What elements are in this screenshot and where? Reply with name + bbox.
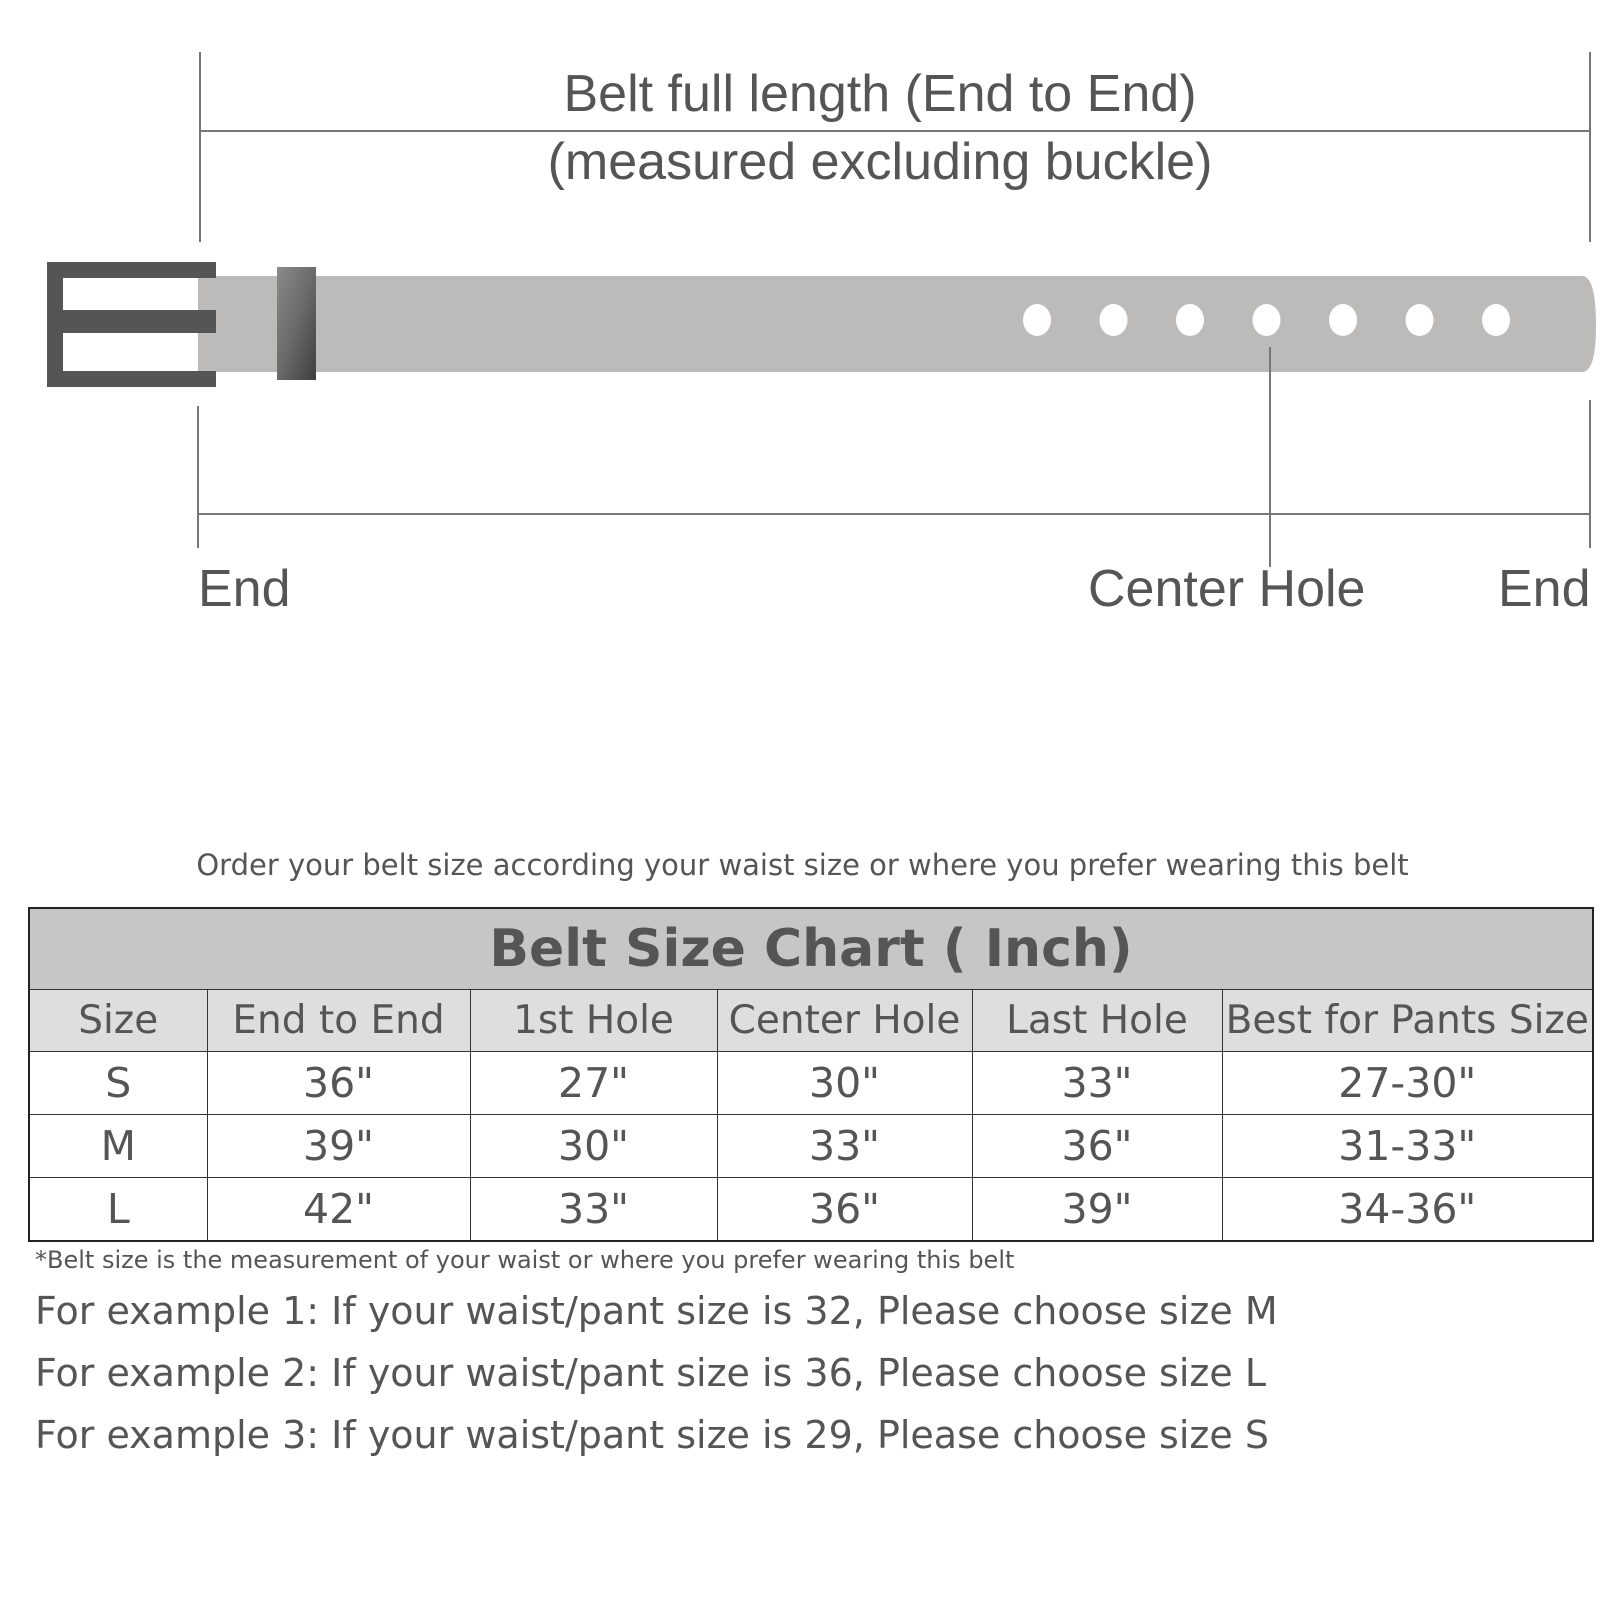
label-end-right: End — [1498, 560, 1591, 618]
table-cell: 36" — [717, 1178, 972, 1242]
table-row — [29, 1052, 1593, 1115]
belt-hole — [1482, 304, 1510, 336]
table-cell: 34-36" — [1222, 1178, 1593, 1242]
table-cell: L — [29, 1178, 207, 1242]
buckle-icon — [47, 262, 216, 387]
table-cell: 36" — [207, 1052, 470, 1115]
table-cell: M — [29, 1115, 207, 1178]
belt-size-chart — [28, 907, 1594, 1242]
table-cell: 33" — [717, 1115, 972, 1178]
table-cell: 27" — [470, 1052, 717, 1115]
belt-hole — [1023, 304, 1051, 336]
table-cell: 30" — [470, 1115, 717, 1178]
example-line: For example 1: If your waist/pant size is 32, Please choose size M — [35, 1289, 1278, 1333]
table-cell: 33" — [470, 1178, 717, 1242]
belt-hole — [1100, 304, 1128, 336]
diagram-title-line1: Belt full length (End to End) — [563, 65, 1197, 123]
table-cell: 39" — [207, 1115, 470, 1178]
belt-strap — [198, 276, 1596, 372]
chart-title: Belt Size Chart ( Inch) — [29, 908, 1593, 990]
intro-note: Order your belt size according your waist size or where you prefer wearing this belt — [196, 848, 1409, 882]
table-cell: 33" — [972, 1052, 1222, 1115]
column-header: Center Hole — [717, 990, 972, 1052]
example-line: For example 2: If your waist/pant size is 36, Please choose size L — [35, 1351, 1266, 1395]
diagram-title-line2: (measured excluding buckle) — [547, 133, 1213, 191]
label-end-left: End — [198, 560, 291, 618]
column-header: 1st Hole — [470, 990, 717, 1052]
belt-hole — [1329, 304, 1357, 336]
table-row — [29, 1178, 1593, 1242]
belt-keeper-loop — [277, 267, 316, 380]
table-row — [29, 1115, 1593, 1178]
column-header: End to End — [207, 990, 470, 1052]
table-cell: 30" — [717, 1052, 972, 1115]
belt-hole — [1176, 304, 1204, 336]
belt-hole — [1406, 304, 1434, 336]
column-header: Size — [29, 990, 207, 1052]
table-cell: 31-33" — [1222, 1115, 1593, 1178]
table-cell: S — [29, 1052, 207, 1115]
label-center-hole: Center Hole — [1088, 560, 1366, 618]
example-line: For example 3: If your waist/pant size is 29, Please choose size S — [35, 1413, 1269, 1457]
table-cell: 42" — [207, 1178, 470, 1242]
table-cell: 36" — [972, 1115, 1222, 1178]
column-header: Best for Pants Size — [1222, 990, 1593, 1052]
belt-hole — [1253, 304, 1281, 336]
column-header: Last Hole — [972, 990, 1222, 1052]
footnote: *Belt size is the measurement of your waist or where you prefer wearing this belt — [35, 1246, 1015, 1274]
table-cell: 27-30" — [1222, 1052, 1593, 1115]
table-cell: 39" — [972, 1178, 1222, 1242]
